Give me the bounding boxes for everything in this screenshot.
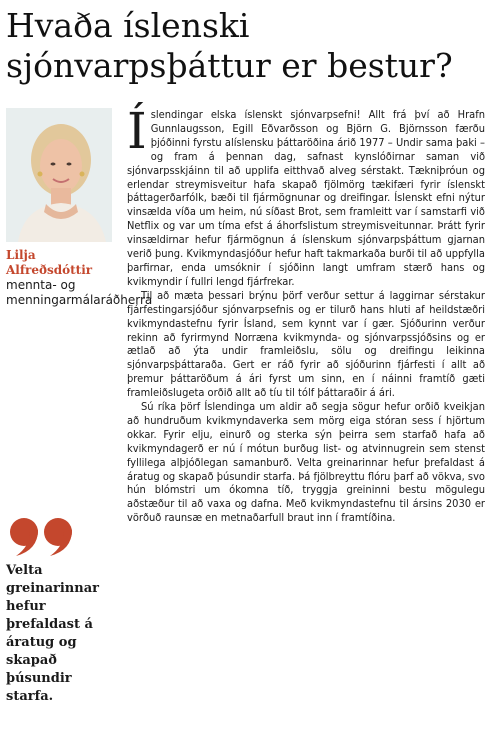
body-paragraph	[127, 102, 485, 289]
author-portrait-image	[6, 108, 112, 242]
headline: Hvaða íslenski sjónvarpsþáttur er bestur?	[6, 6, 453, 85]
body-paragraph-text: slendingar elska íslenskt sjónvarpsefni! Allt frá því að Hrafn Gunnlaugsson, Egill Eðvarðsson og Björn G. Björnsson færðu þjóðinni fyrstu alíslensku þáttaröðina árið 1977 – Undir sama þaki – og fram á þennan dag, safnast kynslóðirnar saman við sjónvarpsskjáinn til að upplifa eitthvað alveg sérstakt. Tækniþróun og erlendar streymisveitur hafa skapað fjölmörg tækifæri fyrir íslenskt þáttagerðarfólk, bæði til fjármögnunar og dreifingar. Íslenskt efni nýtur vinsælda víða um heim, nú síðast Brot, sem framleitt var í samstarfi við Netflix og var um tíma efst á áhorfslistum streymisveitunnar. Þrátt fyrir vinsældirnar hefur fjármögnun á íslenskum sjónvarpsþáttum gjarnan verið þung. Kvikmyndasjóður hefur haft takmarkaða burði til að uppfylla þarfirnar, enda umsóknir í sjóðinn langt umfram stærð hans og kvikmyndir í fullri lengd fjárfrekar.	[127, 108, 485, 288]
body-paragraph: Sú ríka þörf Íslendinga um aldir að segja sögur hefur orðið kveikjan að hundruðum kvikmyndaverka sem mörg eiga stóran sess í hjörtum okkar. Fyrir elju, einurð og sterka sýn þeirra sem starfað hafa að kvikmyndagerð er nú í mótun burðug list- og atvinnugrein sem stenst fyllilega alþjóðlegan samanburð. Velta greinarinnar hefur þrefaldast á áratug og skapað þúsundir starfa. Þá fjölbreyttu flóru þarf að vökva, svo hún blómstri um ókomna tíð, tryggja greininni bestu mögulegu aðstæður til að vaxa og dafna. Með kvikmyndastefnu til ársins 2030 er vörðuð raunsæ en metnaðarfull braut inn í framtíðina.	[127, 400, 485, 525]
author-role: mennta- og menningarmálaráðherra	[6, 278, 153, 307]
pull-quote: Velta greinarinnar hefur þrefaldast á áratug og skapað þúsundir starfa.	[6, 563, 99, 704]
body-paragraph: Til að mæta þessari brýnu þörf verður settur á laggirnar sérstakur fjárfestingarsjóður sjónvarpsefnis og er tilurð hans hluti af heildstæðri kvikmyndastefnu fyrir Ísland, sem kynnt var í gær. Sjóðurinn verður rekinn að fyrirmynd Norræna kvikmynda- og sjónvarpssjóðsins og er ætlað að ýta undir framleiðslu, sölu og dreifingu leikinna sjónvarpsþáttaraða. Gert er ráð fyrir að sjóðurinn fjárfesti í allt að þremur þáttaröðum á ári fyrst um sinn, en í náinni framtíð gæti framleiðslugeta orðið allt að tíu til tólf þáttaraðir á ári.	[127, 288, 485, 400]
author-name: Lilja Alfreðsdóttir	[6, 248, 93, 277]
article-body	[127, 102, 485, 525]
dropcap: Í	[127, 102, 147, 160]
quote-mark-icon	[8, 516, 78, 558]
author-box	[6, 108, 153, 308]
author-photo	[6, 108, 112, 242]
